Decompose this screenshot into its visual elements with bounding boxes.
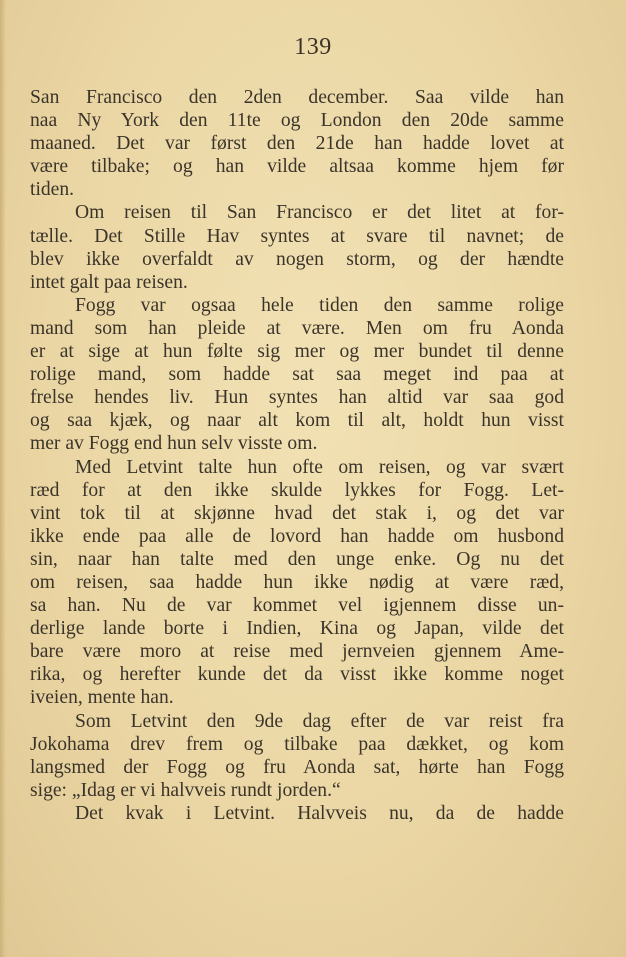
text-line: bare være moro at reise med jernveien gjennem Ame-: [30, 641, 564, 663]
text-line: mer av Fogg end hun selv visste om.: [30, 433, 318, 455]
text-line: rolige mand, som hadde sat saa meget ind paa at: [30, 364, 564, 386]
text-line: Med Letvint talte hun ofte om reisen, og var svært: [75, 456, 564, 478]
text-line: rika, og herefter kunde det da visst ikke komme noget: [30, 664, 564, 686]
text-line: Det kvak i Letvint. Halvveis nu, da de hadde: [75, 802, 564, 824]
text-line: Som Letvint den 9de dag efter de var reist fra: [75, 710, 564, 732]
text-line: Jokohama drev frem og tilbake paa dækket, og kom: [30, 733, 564, 755]
text-line: ræd for at den ikke skulde lykkes for Fogg. Let-: [30, 479, 564, 501]
text-line: intet galt paa reisen.: [30, 271, 188, 293]
page-edge-shadow: [0, 0, 6, 957]
text-line: iveien, mente han.: [30, 687, 174, 709]
text-line: tiden.: [30, 179, 75, 201]
text-line: være tilbake; og han vilde altsaa komme hjem før: [30, 156, 564, 178]
text-line: ikke ende paa alle de lovord han hadde om husbond: [30, 525, 564, 547]
text-line: sige: „Idag er vi halvveis rundt jorden.“: [30, 779, 341, 801]
text-line: tælle. Det Stille Hav syntes at svare til navnet; de: [30, 225, 564, 247]
text-line: naa Ny York den 11te og London den 20de samme: [30, 110, 564, 132]
text-line: sa han. Nu de var kommet vel igjennem disse un-: [30, 595, 564, 617]
body-text: [30, 86, 564, 825]
text-line: og saa kjæk, og naar alt kom til alt, holdt hun visst: [30, 410, 564, 432]
text-line: maaned. Det var først den 21de han hadde lovet at: [30, 133, 564, 155]
text-line: mand som han pleide at være. Men om fru Aonda: [30, 317, 564, 339]
page-number: 139: [294, 34, 332, 60]
text-line: derlige lande borte i Indien, Kina og Japan, vilde det: [30, 618, 564, 640]
text-line: frelse hendes liv. Hun syntes han altid var saa god: [30, 387, 564, 409]
text-line: sin, naar han talte med den unge enke. Og nu det: [30, 548, 564, 570]
text-line: er at sige at hun følte sig mer og mer bundet til denne: [30, 341, 564, 363]
text-line: Om reisen til San Francisco er det litet at for-: [75, 202, 564, 224]
text-line: blev ikke overfaldt av nogen storm, og der hændte: [30, 248, 564, 270]
text-line: om reisen, saa hadde hun ikke nødig at være ræd,: [30, 571, 564, 593]
text-line: vint tok til at skjønne hvad det stak i, og det var: [30, 502, 564, 524]
text-line: langsmed der Fogg og fru Aonda sat, hørte han Fogg: [30, 756, 564, 778]
text-line: Fogg var ogsaa hele tiden den samme rolige: [75, 294, 564, 316]
text-line: San Francisco den 2den december. Saa vilde han: [30, 87, 564, 108]
